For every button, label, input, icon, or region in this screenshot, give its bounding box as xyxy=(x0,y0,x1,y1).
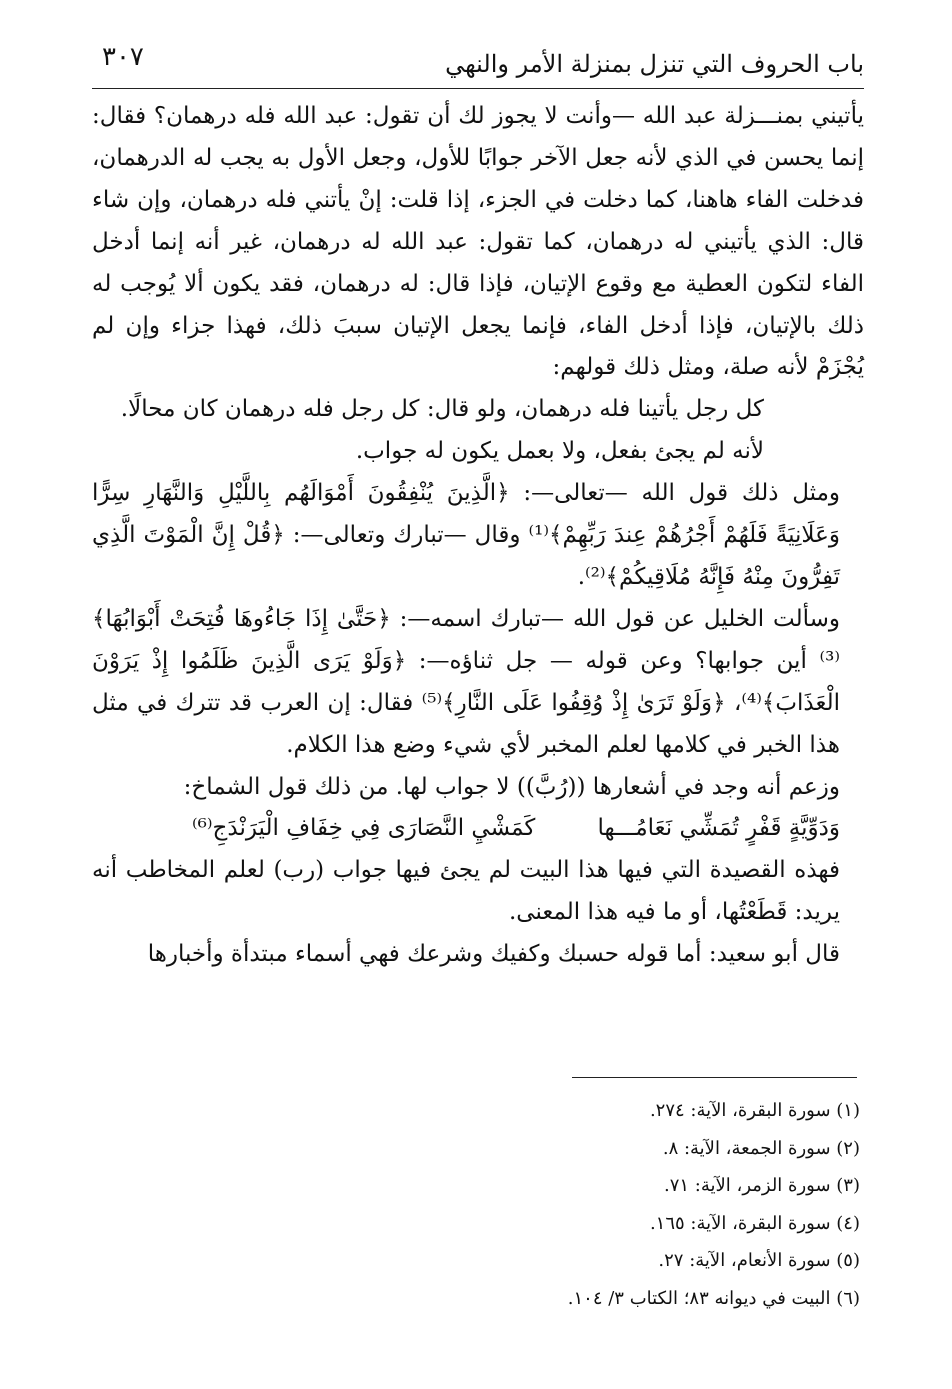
footnote-6: (٦) البيت في ديوانه ٨٣؛ الكتاب ٣/ ١٠٤. xyxy=(567,1287,860,1309)
text-line: أَبْوَابُهَا﴾⁽³⁾ أين جوابها؟ وعن قوله — جل ثناؤه—: ﴿وَلَوْ يَرَى الَّذِينَ ظَلَمُوا إِذْ يَرَوْنَ xyxy=(92,605,840,674)
text-line: تَفِرُّونَ مِنْهُ فَإِنَّهُ مُلَاقِيكُمْ﴾⁽²⁾. xyxy=(577,563,840,590)
text-line: وسألت الخليل عن قول الله —تبارك اسمه—: ﴿حَتَّىٰ إِذَا جَاءُوهَا فُتِحَتْ xyxy=(169,605,840,632)
text-line: لأنه صلة، ومثل ذلك قولهم: xyxy=(552,354,809,381)
footnote-1: (١) سورة البقرة، الآية: ٢٧٤. xyxy=(649,1100,860,1121)
footnote-divider xyxy=(572,1077,857,1078)
example-sentence-1: كل رجل يأتينا فله درهمان، ولو قال: كل رجل فله درهمان كان محالًا. xyxy=(120,396,764,423)
poetry-verse xyxy=(92,808,864,850)
page-header xyxy=(92,40,864,89)
footnote-2: (٢) سورة الجمعة، الآية: ٨. xyxy=(662,1137,860,1159)
verse-first-hemistich: وَدَوِّيَّةٍ قَفْرٍ تُمَشِّي نَعَامُـــها xyxy=(597,815,840,842)
paragraph-2 xyxy=(92,473,864,599)
page-number: ٣٠٧ xyxy=(102,42,144,72)
footnote-3: (٣) سورة الزمر، الآية: ٧١. xyxy=(664,1175,860,1196)
text-line: وَعَلَانِيَةً فَلَهُمْ أَجْرُهُمْ عِندَ رَبِّهِمْ﴾⁽¹⁾ وقال —تبارك وتعالى—: ﴿قُلْ إِنَّ الْمَوْتَ الَّذِي xyxy=(92,522,840,549)
text-line: لتكون العطية مع وقوع الإتيان، فإذا قال: له درهمان، فقد يكون ألا يُوجب له ذلك xyxy=(92,270,864,339)
footnote-5: (٥) سورة الأنعام، الآية: ٢٧. xyxy=(658,1250,860,1271)
paragraph-3 xyxy=(92,599,864,767)
paragraph-4-intro: وزعم أنه وجد في أشعارها ((رُبَّ)) لا جواب لها. من ذلك قول الشماخ: xyxy=(183,773,840,800)
text-line: الْعَذَابَ﴾⁽⁴⁾، ﴿وَلَوْ تَرَىٰ إِذْ وُقِفُوا عَلَى النَّارِ﴾⁽⁵⁾ فقال: إن العرب قد تترك في مثل xyxy=(92,689,840,716)
example-sentence-2: لأنه لم يجئ بفعل، ولا بعمل يكون له جواب. xyxy=(355,438,764,465)
footnotes xyxy=(300,1092,860,1317)
text-line: هذا الخبر في كلامها لعلم المخبر لأي شيء وضع هذا الكلام. xyxy=(286,731,840,758)
running-title: باب الحروف التي تنزل بمنزلة الأمر والنهي xyxy=(445,50,864,78)
text-line: فدخلت الفاء هاهنا، كما دخلت في الجزء، إذا قلت: إنْ يأتني فله درهمان، وإن شاء xyxy=(92,186,864,213)
text-line: ومثل ذلك قول الله —تعالى—: ﴿الَّذِينَ يُنْفِقُونَ أَمْوَالَهُم بِاللَّيْلِ وَالنَّهَارِ سِرًّا xyxy=(92,480,840,507)
text-line: أنه يريد: قَطَعْتُها، أو ما فيه هذا المعنى. xyxy=(92,857,840,926)
paragraph-1 xyxy=(92,96,864,389)
paragraph-6: قال أبو سعيد: أما قوله حسبك وكفيك وشرعك فهي أسماء مبتدأة وأخبارها xyxy=(147,941,840,968)
footnote-4: (٤) سورة البقرة، الآية: ١٦٥. xyxy=(649,1212,860,1234)
text-line: قال: الذي يأتيني له درهمان، كما تقول: عبد الله له درهمان، غير أنه إنما أدخل الفاء xyxy=(92,228,864,297)
text-line: يحسن في الذي لأنه جعل الآخر جوابًا للأول، وجعل الأول به يجب له الدرهمان، xyxy=(92,144,824,171)
text-line: فهذه القصيدة التي فيها هذا البيت لم يجئ فيها جواب (رب) لعلم المخاطب xyxy=(125,857,841,884)
main-text xyxy=(92,96,864,976)
text-line: بالإتيان، فإذا أدخل الفاء، فإنما يجعل الإتيان سببَ ذلك، فهذا جزاء وإن لم يُجْزَمْ xyxy=(92,312,864,381)
text-line: يأتيني بمنـــزلة عبد الله —وأنت لا يجوز لك أن تقول: عبد الله فله درهمان؟ فقال: إنما xyxy=(92,103,865,171)
verse-second-hemistich: كَمَشْيِ النَّصَارَى فِي خِفَافِ الْيَرَنْدَجِ⁽⁶⁾ xyxy=(192,815,536,842)
paragraph-5 xyxy=(92,850,864,934)
